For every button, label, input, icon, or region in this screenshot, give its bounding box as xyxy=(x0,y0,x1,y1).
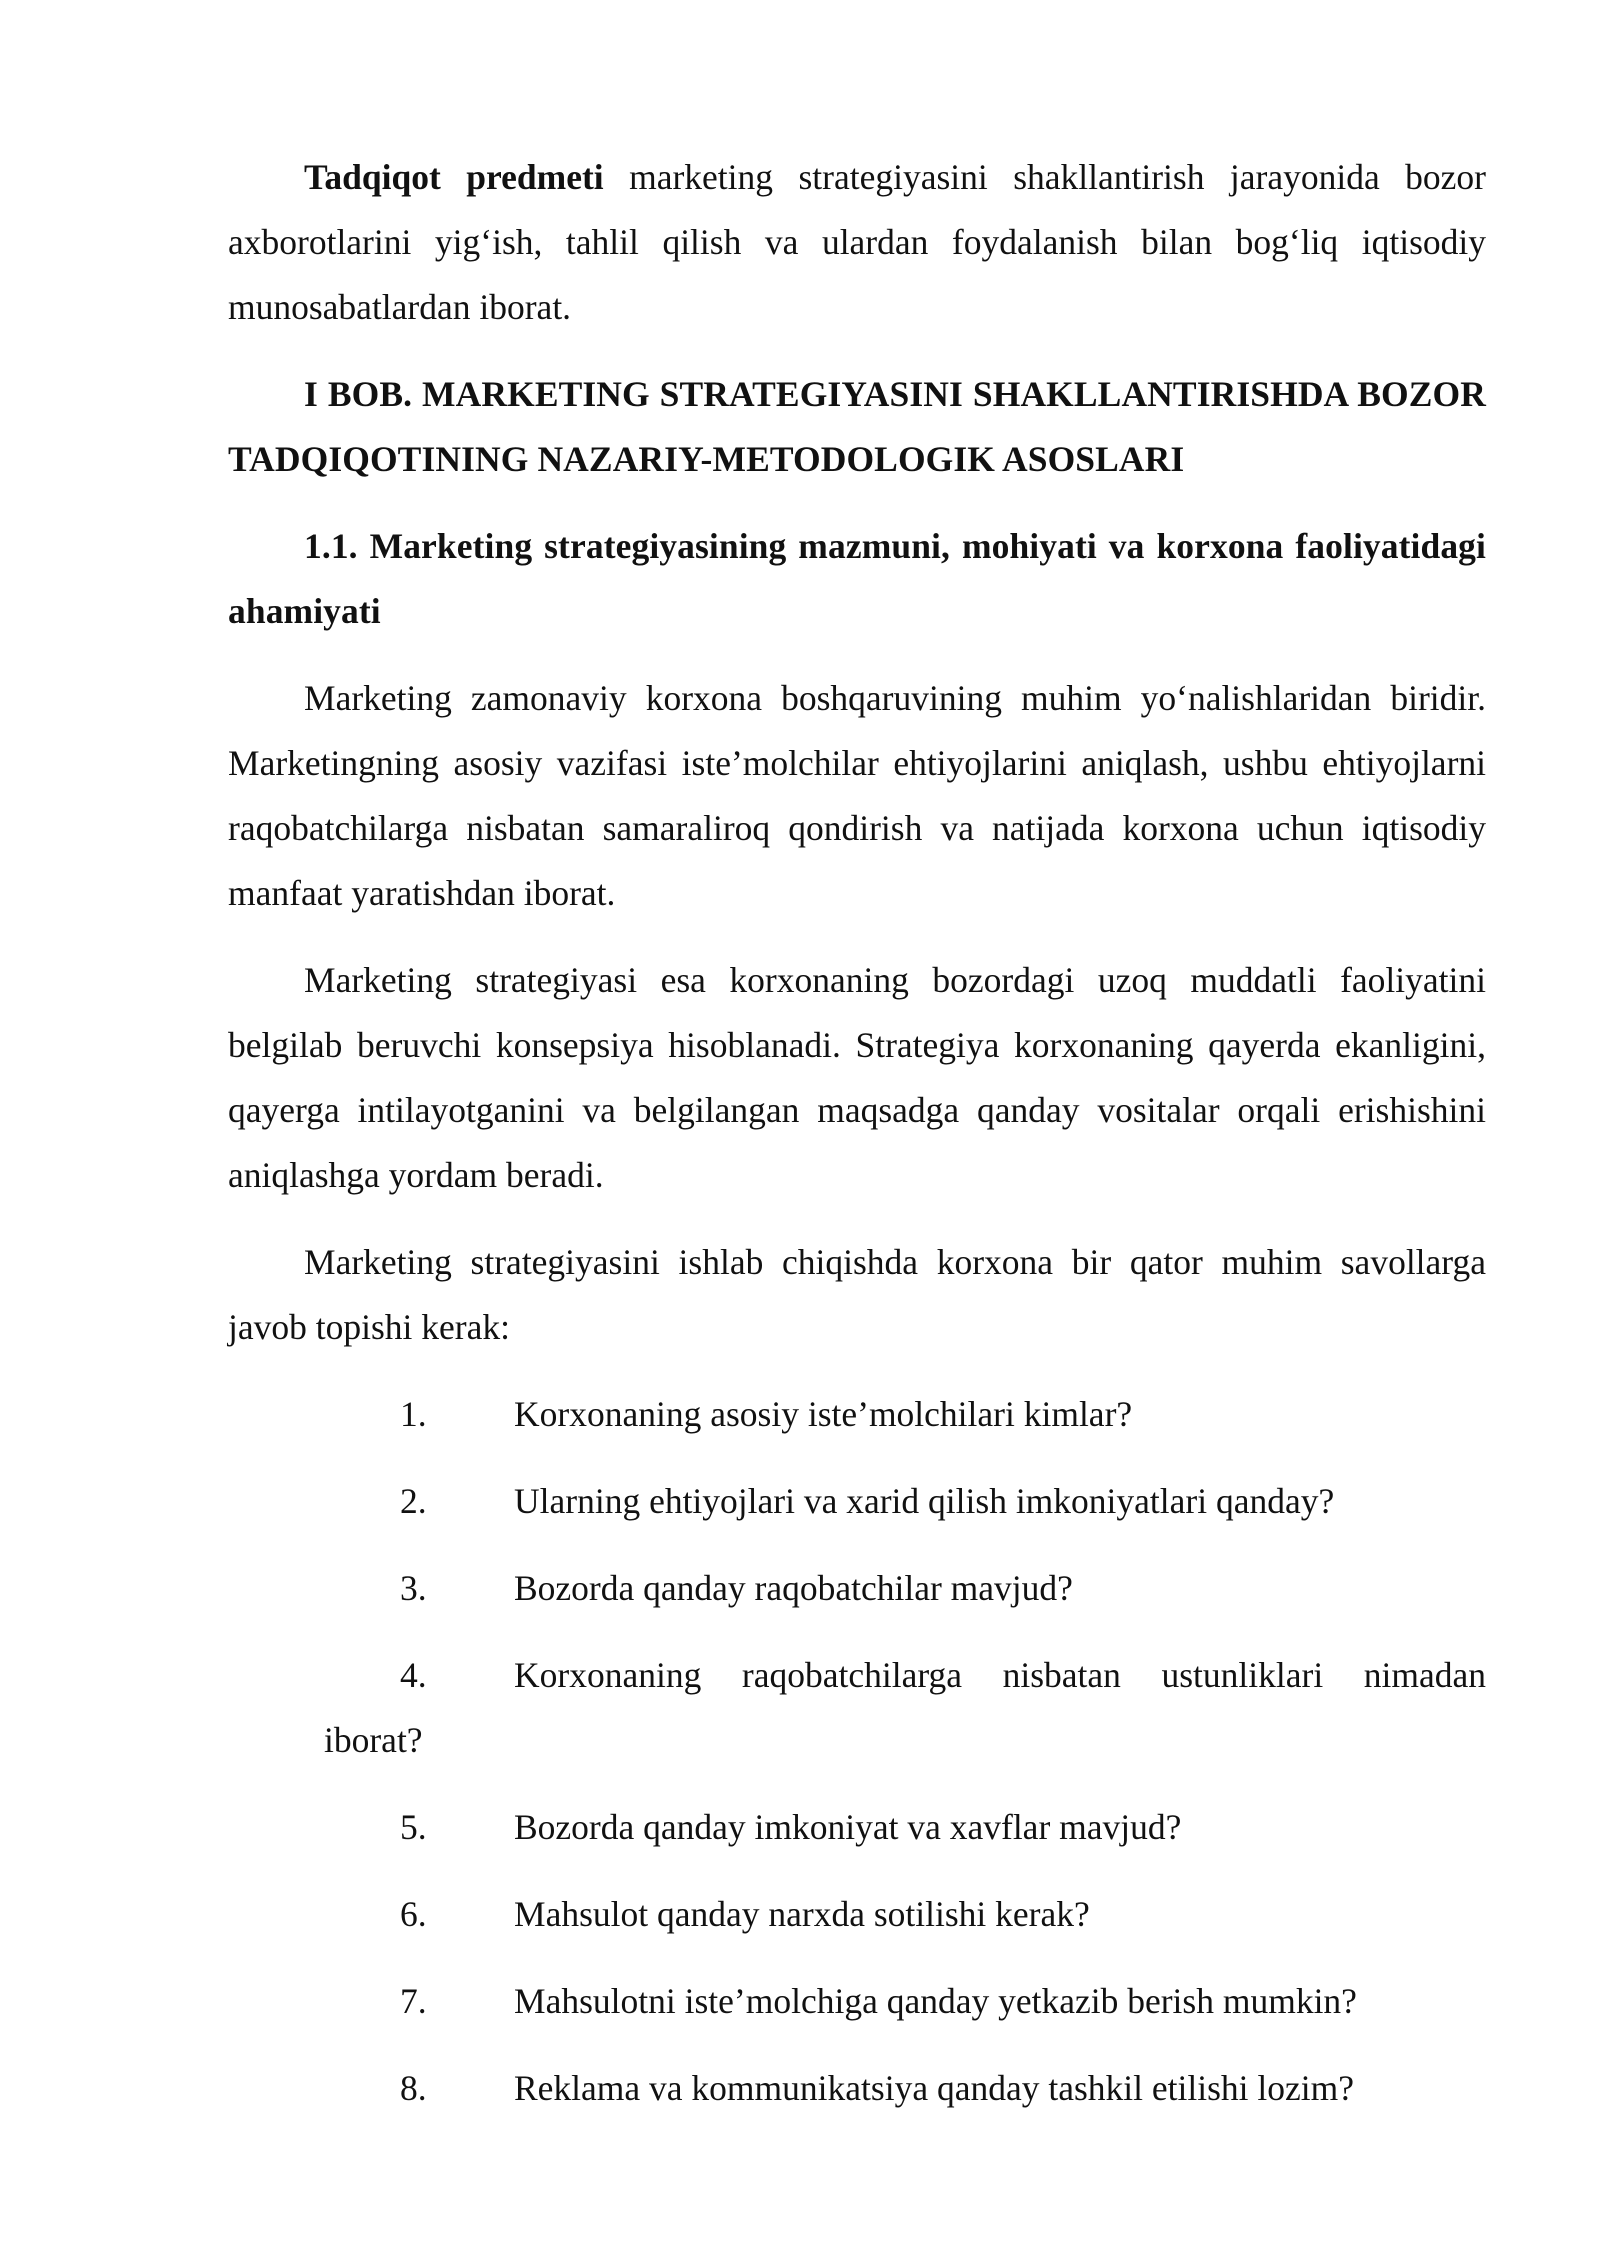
question-item-2 xyxy=(228,1469,1486,1534)
question-number: 8. xyxy=(400,2068,427,2108)
intro-bold-lead: Tadqiqot predmeti xyxy=(304,157,604,197)
question-item-1 xyxy=(228,1382,1486,1447)
question-text: Ularning ehtiyojlari va xarid qilish imkoniyatlari qanday? xyxy=(514,1481,1335,1521)
intro-text: marketing strategiyasini shakllantirish jarayonida bozor axborotlarini yig‘ish, tahlil qilish va ulardan foydalanish bilan bog‘liq iqtisodiy munosabatlardan iborat. xyxy=(228,157,1486,327)
question-number: 7. xyxy=(400,1981,427,2021)
question-number: 1. xyxy=(400,1394,427,1434)
body-paragraph-3: Marketing strategiyasini ishlab chiqishda korxona bir qator muhim savollarga javob topishi kerak: xyxy=(228,1242,1486,1347)
question-text: Reklama va kommunikatsiya qanday tashkil etilishi lozim? xyxy=(514,2068,1354,2108)
question-number: 4. xyxy=(400,1655,427,1695)
question-item-3 xyxy=(228,1556,1486,1621)
question-item-7 xyxy=(228,1969,1486,2034)
body-paragraph-1: Marketing zamonaviy korxona boshqaruvining muhim yo‘nalishlaridan biridir. Marketingning asosiy vazifasi iste’molchilar ehtiyojlarini aniqlash, ushbu ehtiyojlarni raqobatchilarga nisbatan samaraliroq qondirish va natijada korxona uchun iqtisodiy manfaat yaratishdan iborat. xyxy=(228,678,1486,913)
question-item-5 xyxy=(228,1795,1486,1860)
question-number: 6. xyxy=(400,1894,427,1934)
body-paragraph-2: Marketing strategiyasi esa korxonaning bozordagi uzoq muddatli faoliyatini belgilab beruvchi konsepsiya hisoblanadi. Strategiya korxonaning qayerda ekanligini, qayerga intilayotganini va belgilangan maqsadga qanday vositalar orqali erishishini aniqlashga yordam beradi. xyxy=(228,960,1486,1195)
question-text: Bozorda qanday raqobatchilar mavjud? xyxy=(514,1568,1073,1608)
question-text: Mahsulotni iste’molchiga qanday yetkazib berish mumkin? xyxy=(514,1981,1357,2021)
intro-paragraph xyxy=(228,145,1486,340)
chapter-heading: I BOB. MARKETING STRATEGIYASINI SHAKLLANTIRISHDA BOZOR TADQIQOTINING NAZARIY-METODOLOGIK ASOSLARI xyxy=(228,374,1486,479)
document-body xyxy=(228,145,1486,2143)
question-text-continued: iborat? xyxy=(324,1720,423,1760)
question-item-6 xyxy=(228,1882,1486,1947)
question-number: 5. xyxy=(400,1807,427,1847)
question-text: Bozorda qanday imkoniyat va xavflar mavjud? xyxy=(514,1807,1182,1847)
question-text: Korxonaning asosiy iste’molchilari kimlar? xyxy=(514,1394,1133,1434)
question-number: 3. xyxy=(400,1568,427,1608)
section-heading: 1.1. Marketing strategiyasining mazmuni, mohiyati va korxona faoliyatidagi ahamiyati xyxy=(228,526,1486,631)
questions-list xyxy=(228,1382,1486,2121)
question-text: Korxonaning raqobatchilarga nisbatan ustunliklari nimadan xyxy=(514,1655,1486,1695)
question-text: Mahsulot qanday narxda sotilishi kerak? xyxy=(514,1894,1090,1934)
question-item-4 xyxy=(228,1643,1486,1773)
question-item-8 xyxy=(228,2056,1486,2121)
question-number: 2. xyxy=(400,1481,427,1521)
